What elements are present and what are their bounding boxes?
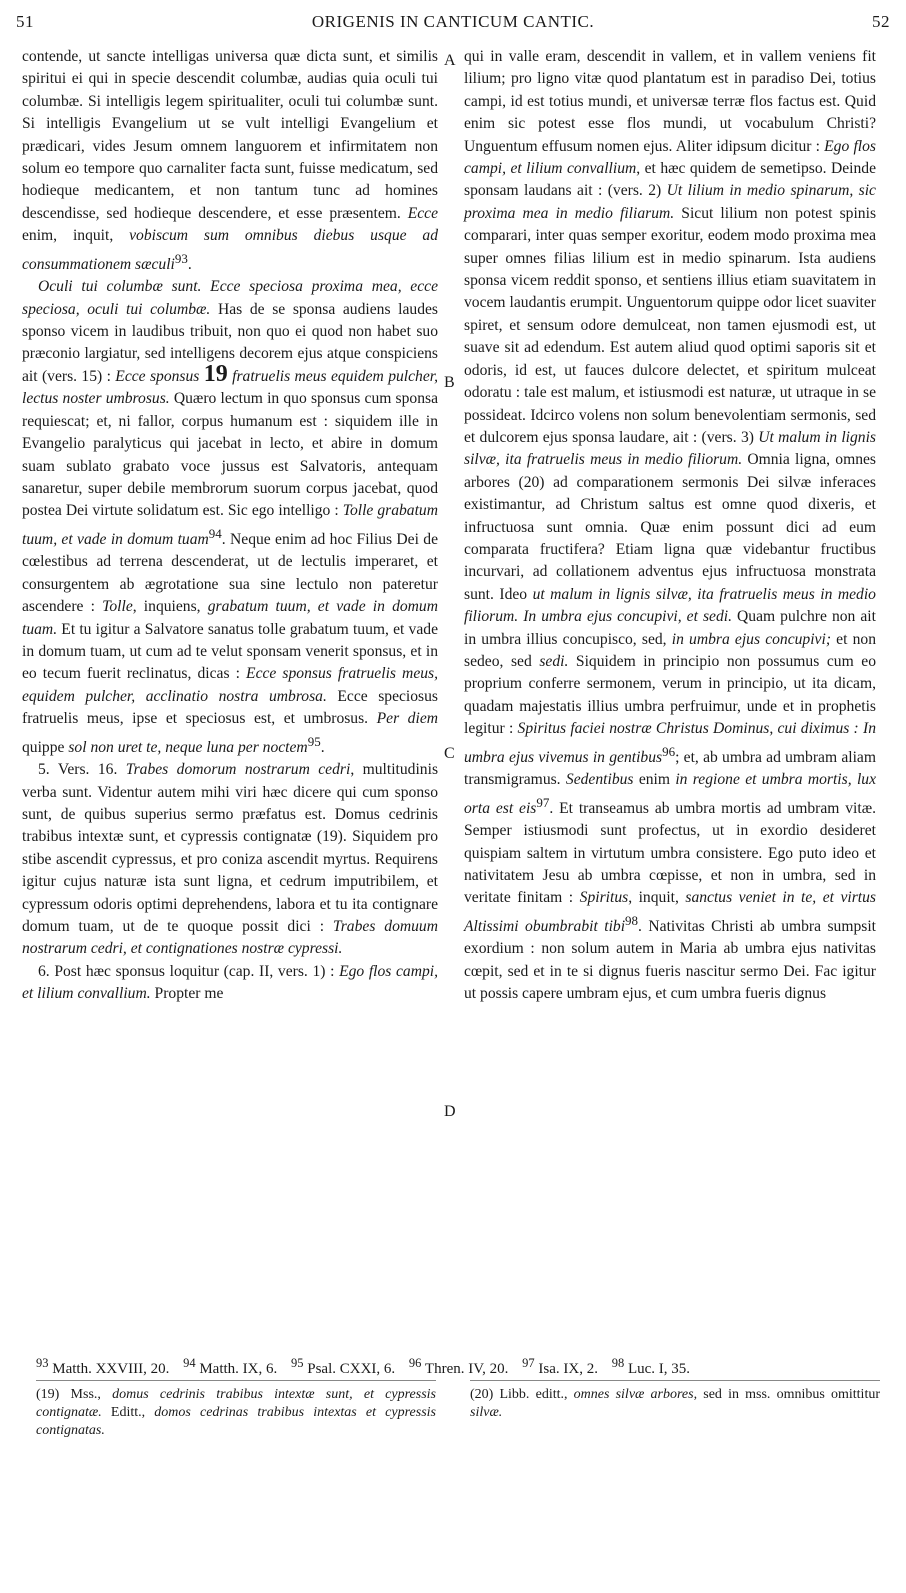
- lemma: Oculi tui columbæ sunt. Ecce speciosa proxima mea, ecce speciosa, oculi tui columbæ.: [22, 278, 438, 318]
- text-run: contende, ut sancte intelligas universa quæ dicta sunt, et similis spiritui ei qui in specie descendit columbæ, audias quia oculi tui columbæ. Si intelligis legem spiritualiter, oculi tui columbæ sunt. Si intelligis Evangelium ut se vult intelligi Evangelium et prædicari, vides Jesum omnem languorem et infirmitatem non solum eo tempore quo carnaliter facta sunt, fuisse medicatum, sed hodieque medicantem, et non tantum tunc ad homines descendisse, sed hodieque descendere, et esse præsentem.: [22, 48, 438, 222]
- reference-item: [408, 1356, 509, 1377]
- footnote-ref: 93: [174, 250, 188, 266]
- quote: in umbra ejus concupivi;: [671, 630, 832, 648]
- paragraph: [22, 961, 438, 1006]
- reference-item: [522, 1356, 598, 1377]
- text-run: Siquidem in principio non possumus cum eo proprium conferre sermonem, verum in principio, ut ita dicam, quadam majestatis illius umbra perfruimur, unde et in prophetis legitur :: [464, 652, 876, 738]
- text-run: Et tu igitur a Salvatore sanatus tolle grabatum tuum, et vade in domum tuam, ut cum ad te velut sponsam venerit sponsus, et in eo tecum fuerit reclinatus, dicas :: [22, 620, 438, 683]
- footnote-ref: 97: [536, 794, 550, 810]
- column-number: 19: [203, 360, 228, 387]
- paragraph: [22, 759, 438, 961]
- quote: Spiritus: [579, 889, 629, 907]
- reference-text: Thren. IV, 20.: [424, 1361, 509, 1377]
- footnote-left: [36, 1386, 436, 1440]
- text-run: Omnia ligna, omnes arbores (20) ad comparationem sermonis Dei silvæ inferaces existimantur, ad Christum saltus est omne quod dixeris, et infructuosa sunt omnia. Quæ enim possunt dici ad eum comparata fructifera? Etiam ligna quæ videbantur fructibus incurvari, ad collationem adventus ejus infructuosa monstrata sunt. Ideo: [464, 451, 876, 603]
- reference-text: Matth. IX, 6.: [199, 1361, 278, 1377]
- quote: Tolle: [102, 598, 133, 616]
- quote: Spiritus faciei nostræ Christus Dominus, cui diximus : In umbra ejus vivemus in gentibus: [464, 720, 876, 766]
- reference-number: 95: [291, 1356, 304, 1370]
- reference-number: 94: [183, 1356, 196, 1370]
- quote: Tolle grabatum tuum, et vade in domum tuam: [22, 502, 438, 548]
- reference-number: 93: [36, 1356, 49, 1370]
- text-run: . Et transeamus ab umbra mortis ad umbram vitæ. Semper istiusmodi sunt profectus, ut in exordio desideret quispiam saltem in virtutum umbra consistere. Ego puto ideo et nativitatem Jesu ab umbra cœpisse, et non in umbra, sed in veritate finitam :: [464, 799, 876, 907]
- reference-item: [611, 1356, 691, 1377]
- paragraph: [464, 46, 876, 1006]
- reference-number: 96: [408, 1356, 422, 1370]
- quote: ut malum in lignis silvæ, ita fratruelis meus in medio filiorum. In umbra ejus concupivi, et sedi.: [464, 585, 876, 626]
- text-run: 6. Post hæc sponsus loquitur (cap. II, vers. 1) :: [38, 962, 340, 980]
- reference-text: Isa. IX, 2.: [538, 1361, 598, 1377]
- text-run: , multitudinis verba sunt. Videntur autem mihi viri hæc dicere qui cum sponso sunt, de quibus superius sermo præfatus est. Domus cedrinis trabibus intextæ sunt, et cypressis contignatæ (19). Siquidem pro stibe ascendit cypressus, et pro coniza ascendit myrtus. Requirens igitur cujus naturæ ista sunt ligna, et cedrum imputribilem, et cypressum odoris optimi deprehendens, labora et tu ita contignare domum tuam, ut de te quoque possit dici :: [22, 761, 439, 935]
- margin-letter-a: A: [444, 52, 456, 69]
- quote: in regione et umbra mortis, lux orta est eis: [464, 771, 876, 817]
- running-title: ORIGENIS IN CANTICUM CANTIC.: [311, 12, 595, 31]
- text-run: Has de se sponsa audiens laudes sponso vicem in laudibus tribuit, non quo ei quod non habet suo præconio largiatur, sed intelligens decorem ejus atque conspiciens ait (vers. 15) :: [22, 300, 438, 385]
- reference-item: [291, 1356, 396, 1377]
- text-run: , sed in mss. omnibus omittitur: [693, 1387, 880, 1402]
- quote: Ut lilium in medio spinarum, sic proxima mea in medio filiarum.: [464, 182, 876, 222]
- footnote-divider: [36, 1380, 436, 1381]
- reference-item: [36, 1356, 170, 1377]
- quote: Ecce sponsus: [115, 367, 200, 385]
- quote: Per diem: [376, 710, 438, 728]
- text-run: enim: [633, 771, 676, 789]
- footnote-ref: 98: [625, 912, 639, 928]
- paragraph: Oculi tui columbæ sunt. Ecce speciosa proxima mea, ecce speciosa, oculi tui columbæ. Has de se sponsa audiens laudes sponso vicem in laudibus tribuit, non quo ei quod non habet suo præconio largiatur, sed intelligens decorem ejus atque conspiciens ait (vers. 15) : Ecce sponsus 19 fratruelis meus equidem pulcher, lectus noster umbrosus. Quæro lectum in quo sponsus cum sponsa requiescat; et, ni fallor, corpus humanum est : siquidem ille in Evangelio paralyticus qui jacebat in lecto, et abire in domum suam sublato grabato voce jussus est Salvatoris, antequam sanaretur, super debile membrorum suorum corpus jacebat, quod postea Dei virtute solidatum est. Sic ego intelligo : Tolle grabatum tuum, et vade in domum tuam$^{94}$. Neque enim ad hoc Filius Dei de cœlestibus ad terrena descenderat, ut de lectulis imperaret, et consurgentem ab ægrotatione sua sine lectulo non pateretur ascendere : Tolle, inquiens, grabatum tuum, et vade in domum tuam. Et tu igitur a Salvatore sanatus tolle grabatum tuum, et vade in domum tuam, ut cum ad te velut sponsam venerit sponsus, et in eo tecum fuerit reclinatus, dicas : Ecce sponsus fratruelis meus, equidem pulcher, acclinatio nostra umbrosa. Ecce speciosus fratruelis meus, ipse et speciosus est, et umbrosus. Per diem quippe sol non uret te, neque luna per noctem$^{95}$.: [22, 278, 439, 756]
- reference-number: 97: [522, 1356, 535, 1370]
- running-header: [16, 12, 890, 36]
- quote: Sedentibus: [565, 771, 634, 789]
- footnote-ref: 94: [208, 525, 222, 541]
- margin-letter-b: B: [444, 374, 455, 391]
- quote: sol non uret te, neque luna per noctem: [68, 738, 308, 756]
- quote: vobiscum sum omnibus diebus usque ad consummationem sæculi: [22, 227, 438, 273]
- quote: Ut malum in lignis silvæ, ita fratruelis meus in medio filiorum.: [464, 428, 877, 469]
- text-run: Libb. editt.,: [493, 1387, 574, 1402]
- left-column: [22, 46, 438, 1006]
- text-run: , inquiens,: [132, 598, 208, 616]
- footnote-ref: 96: [662, 743, 676, 759]
- quote: sanctus veniet in te, et virtus Altissimi obumbrabit tibi: [464, 889, 876, 935]
- quote: fratruelis meus equidem pulcher, lectus noster umbrosus.: [22, 367, 438, 408]
- page-number-left: 51: [16, 12, 34, 31]
- text-run: , inquit,: [628, 889, 686, 907]
- margin-letter-c: C: [444, 745, 455, 762]
- text-run: . Nativitas Christi ab umbra sumpsit exordium : non solum autem in Maria ab umbra ejus nativitas cœpit, sed et in te si dignus fueris nascitur sermo Dei. Fac igitur ut possis capere umbram ejus, et cum umbra fueris dignus: [464, 918, 876, 1003]
- note-number: (20): [470, 1387, 494, 1402]
- quote: grabatum tuum, et vade in domum tuam.: [22, 598, 438, 638]
- page-number-right: 52: [872, 12, 890, 31]
- text-run: . Neque enim ad hoc Filius Dei de cœlestibus ad terrena descenderat, ut de lectulis imperaret, et consurgentem ab ægrotatione sua sine lectulo non pateretur ascendere :: [22, 530, 438, 616]
- quote: sedi.: [539, 652, 569, 670]
- text-run: ; et, ab umbra ad umbram aliam transmigramus.: [464, 748, 876, 789]
- quote: omnes silvæ arbores: [573, 1387, 694, 1402]
- text-run: Sicut lilium non potest spinis comparari, inter quas semper exoritur, eodem modo proxima mea super omnes filias lilium est in medio spinarum. Ista audiens sponsa vicem reddit sponso, et sentiens illius etiam suavitatem in vocem laudantis erumpit. Unguentorum quippe odor licet suaviter spiret, et sensum odore demulceat, non tamen ejusmodi est, ut suave sit ad edendum. Est autem aliud quod optimi saporis sit et odoris, id est, ut fauces dulcore delectet, et spiritum mulceat odoratu : tale est malum, et istiusmodi est naturæ, ut utraque in se possideat. Idcirco volens non solum benevolentiam sermonis, sed et dulcorem ejus sponsa laudare, ait : (vers. 3): [464, 204, 877, 446]
- text-run: qui in valle eram, descendit in vallem, et in vallem veniens fit lilium; pro ligno vitæ quod plantatum est in paradiso Dei, totius campi, id est totius mundi, et universæ terræ flos factus est. Quid enim sic potest esse flos mundi, ut vocabulum Christi? Unguentum effusum nomen ejus. Aliter idipsum dicitur :: [464, 48, 876, 155]
- quote: Ego flos campi, et lilium convallium.: [22, 962, 438, 1003]
- reference-text: Psal. CXXI, 6.: [307, 1361, 396, 1377]
- note-number: (19): [36, 1387, 60, 1402]
- section-number: 5. Vers. 16.: [38, 761, 126, 779]
- text-run: Ecce speciosus fratruelis meus, ipse et speciosus est, et umbrosus.: [22, 687, 438, 728]
- lemma: Trabes domorum nostrarum cedri: [125, 761, 351, 779]
- text-run: quippe: [22, 738, 69, 756]
- paragraph: contende, ut sancte intelligas universa quæ dicta sunt, et similis spiritui ei qui in specie descendit columbæ, audias quia oculi tui columbæ. Si intelligis legem spiritualiter, oculi tui columbæ sunt. Si intelligis Evangelium ut se vult intelligi Evangelium et prædicari, vides Jesum omnem languorem et infirmitatem non solum eo tempore quo carnaliter facta sunt, fuisse medicatum, sed hodieque medicantem, et non tantum tunc ad homines descendisse, sed hodieque descendere, et esse præsentem. Ecce enim, inquit, vobiscum sum omnibus diebus usque ad consummationem sæculi$^{93}$.: [22, 48, 438, 273]
- reference-number: 98: [611, 1356, 625, 1370]
- quote: Ecce: [407, 204, 438, 222]
- reference-text: Luc. I, 35.: [627, 1361, 691, 1377]
- footnote-right: [470, 1386, 880, 1422]
- text-run: enim, inquit,: [22, 227, 130, 245]
- text-run: Editt.,: [101, 1405, 155, 1420]
- quote: domos cedrinas trabibus intextas et cypressis contignatas.: [36, 1405, 436, 1438]
- quote: domus cedrinis trabibus intextæ sunt, et cypressis contignatæ.: [36, 1387, 436, 1420]
- text-run: et non sedeo, sed: [464, 630, 876, 670]
- text-run: Quæro lectum in quo sponsus cum sponsa requiescat; et, ni fallor, corpus humanum est : siquidem ille in Evangelio paralyticus qui jacebat in lecto, et abire in domum suam sublato grabato voce jussus est Salvatoris, antequam sanaretur, super debile membrorum suorum corpus jacebat, quod postea Dei virtute solidatum est. Sic ego intelligo :: [22, 390, 438, 520]
- reference-item: [183, 1356, 278, 1377]
- footnote-divider: [470, 1380, 880, 1381]
- text-run: Quam pulchre non ait in umbra illius concupisco, sed,: [464, 608, 876, 648]
- right-column: [464, 46, 876, 1006]
- quote: Ecce sponsus fratruelis meus, equidem pulcher, acclinatio nostra umbrosa.: [22, 665, 439, 705]
- scripture-references: [36, 1353, 876, 1379]
- quote: Ego flos campi, et lilium convallium: [464, 137, 876, 178]
- text-run: , et hæc quidem de semetipso. Deinde sponsam laudans ait : (vers. 2): [464, 160, 877, 200]
- text-run: Propter me: [150, 985, 224, 1003]
- quote: Trabes domuum nostrarum cedri, et contignationes nostræ cypressi.: [22, 918, 438, 958]
- text-run: Mss.,: [59, 1387, 113, 1402]
- margin-letter-d: D: [444, 1103, 456, 1120]
- footnote-ref: 95: [307, 733, 321, 749]
- reference-text: Matth. XXVIII, 20.: [52, 1361, 170, 1377]
- quote: silvæ.: [470, 1405, 503, 1420]
